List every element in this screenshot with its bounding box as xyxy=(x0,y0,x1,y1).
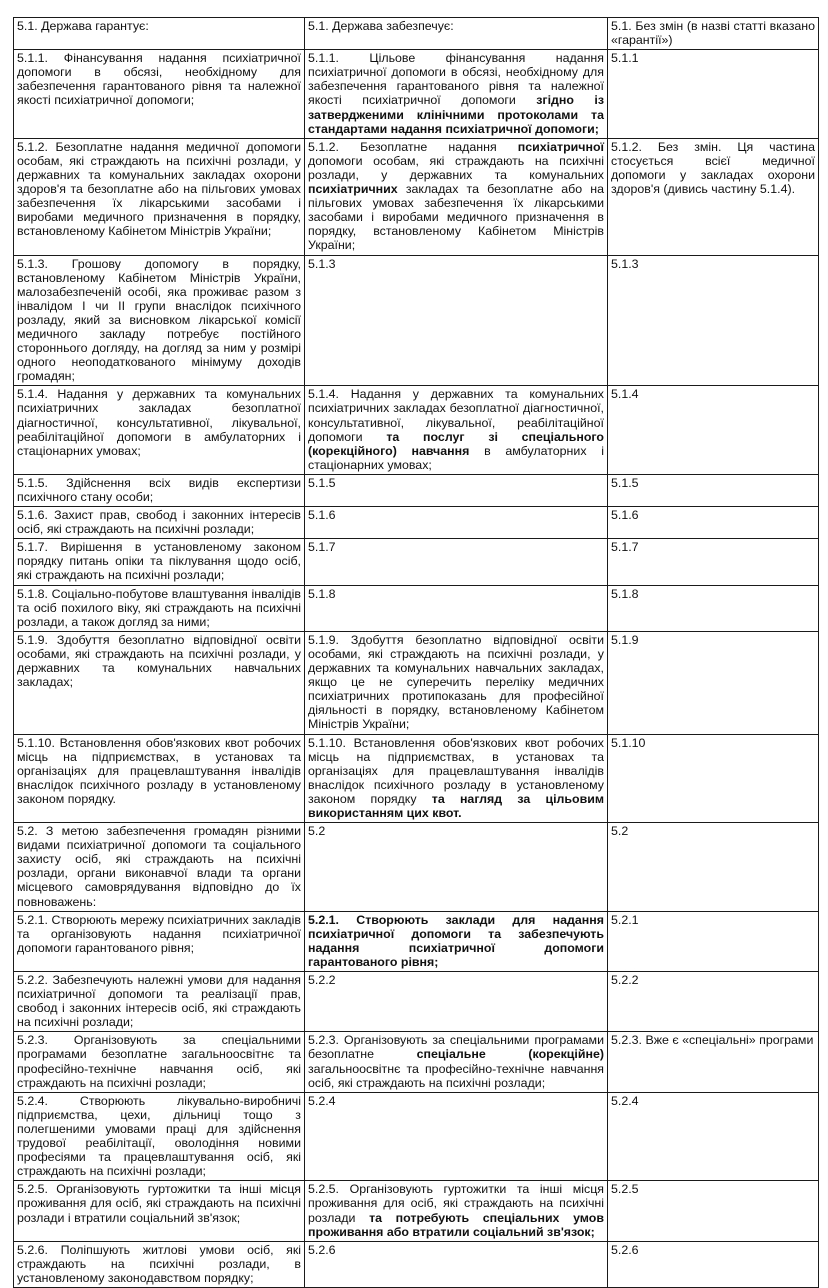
comment-cell xyxy=(608,585,819,631)
text-segment: 5.1.7 xyxy=(611,540,639,555)
bold-text-segment: 5.2.1. Створюють заклади для надання психіатричної допомоги та забезпечують надання психіатричної допомоги гарантованого рівня; xyxy=(308,912,604,969)
text-segment: 5.2.5 xyxy=(611,1182,639,1197)
text-segment: 5.1.3. Грошову допомогу в порядку, встановленому Кабінетом Міністрів України, малозабезпеченій особі, яка проживає разом з інвалідом I чи II групи внаслідок психічного розладу, який за висновком лікарської комісії медичного закладу потребує постійного стороннього догляду, на догляд за ним у розмірі одного неоподаткованого мінімуму доходів громадян; xyxy=(17,256,301,384)
current-law-cell xyxy=(14,1241,305,1287)
table-row xyxy=(14,734,819,823)
text-segment: 5.1.10. Встановлення обов'язкових квот робочих місць на підприємствах, в установах та організаціях для працевлаштування інвалідів внаслідок психічного розладу в установленому законом порядку. xyxy=(17,735,301,806)
text-segment: 5.2 xyxy=(308,824,326,839)
comment-cell xyxy=(608,386,819,475)
proposed-law-cell xyxy=(305,539,608,585)
proposed-law-cell xyxy=(305,1181,608,1241)
text-segment: 5.1.10 xyxy=(611,735,646,750)
proposed-law-cell xyxy=(305,911,608,971)
text-segment: 5.1.8 xyxy=(611,586,639,601)
table-row xyxy=(14,18,819,50)
text-segment: 5.2.3. Організовують за спеціальними програмами безоплатне xyxy=(308,1033,604,1062)
text-segment: 5.2. З метою забезпечення громадян різними видами психіатричної допомоги та соціального захисту осіб, які страждають на психічні розлади, органи виконавчої влади та органи місцевого самоврядування відповідно до їх повноважень: xyxy=(17,824,301,909)
text-segment: 5.2.2 xyxy=(308,973,336,987)
text-segment: допомоги особам, які страждають на психічні розлади, у державних та комунальних xyxy=(308,153,604,182)
comment-cell xyxy=(608,18,819,50)
comment-cell xyxy=(608,823,819,912)
comparison-table xyxy=(13,17,819,1288)
text-segment: 5.1.6 xyxy=(308,508,336,523)
text-segment: 5.1.2. Безоплатне надання медичної допомоги особам, які страждають на психічні розлади, у державних та комунальних закладах охорони здоров'я та безоплатне або на пільгових умовах забезпечення їх лікарськими засобами і виробами медичного призначення в порядку, встановленому Кабінетом Міністрів України; xyxy=(17,139,301,239)
text-segment: 5.1.7. Вирішення в установленому законом порядку питань опіки та піклування щодо осіб, які страждають на психічні розлади; xyxy=(17,540,301,583)
current-law-cell xyxy=(14,1032,305,1092)
comment-cell xyxy=(608,631,819,734)
text-segment: 5.2.1. Створюють мережу психіатричних закладів та організовують надання психіатричної допомоги гарантованого рівня; xyxy=(17,912,301,955)
text-segment: загальноосвітнє та професійно-технічне навчання осіб, які страждають на психічні розлади; xyxy=(308,1061,604,1090)
current-law-cell xyxy=(14,539,305,585)
text-segment: 5.1.7 xyxy=(308,540,336,555)
table-row xyxy=(14,386,819,475)
proposed-law-cell xyxy=(305,18,608,50)
text-segment: 5.1.4. Надання у державних та комунальних психіатричних закладах безоплатної діагностичної, консультативної, лікувальної, реабілітаційної допомоги xyxy=(308,387,604,444)
bold-text-segment: спеціальне (корекційне) xyxy=(416,1047,604,1062)
text-segment: 5.1.5 xyxy=(611,475,639,490)
comment-cell xyxy=(608,1241,819,1287)
current-law-cell xyxy=(14,585,305,631)
text-segment: 5.2.6 xyxy=(611,1242,639,1257)
text-segment: 5.1.9. Здобуття безоплатно відповідної освіти особами, які страждають на психічні розлади, у державних та комунальних навчальних закладах, якщо це не суперечить переліку медичних психіатричних протипоказань для професійної діяльності в порядку, встановленому Кабінетом Міністрів України; xyxy=(308,632,604,732)
text-segment: 5.1.8 xyxy=(308,586,336,601)
current-law-cell xyxy=(14,631,305,734)
text-segment: 5.1.2. Безоплатне надання xyxy=(308,139,518,154)
proposed-law-cell xyxy=(305,631,608,734)
proposed-law-cell xyxy=(305,1032,608,1092)
text-segment: 5.1.6 xyxy=(611,508,639,523)
text-segment: 5.1. Держава забезпечує: xyxy=(308,19,454,33)
text-segment: закладах та безоплатне або на пільгових умовах забезпечення їх лікарськими засобами і виробами медичного призначення в порядку, встановленому Кабінетом Міністрів України; xyxy=(308,182,604,253)
text-segment: 5.1.3 xyxy=(308,256,336,271)
text-segment: 5.1.8. Соціально-побутове влаштування інвалідів та осіб похилого віку, які страждають на психічні розлади, а також догляд за ними; xyxy=(17,586,301,629)
table-row xyxy=(14,585,819,631)
proposed-law-cell xyxy=(305,507,608,539)
table-row xyxy=(14,911,819,971)
comment-cell xyxy=(608,911,819,971)
table-row xyxy=(14,474,819,506)
text-segment: 5.2.3. Вже є «спеціальні» програми xyxy=(611,1033,814,1048)
text-segment: 5.2.2 xyxy=(611,973,639,987)
bold-text-segment: та потребують спеціальних умов проживання або втратили соціальний зв'язок; xyxy=(308,1210,604,1239)
table-row xyxy=(14,255,819,386)
text-segment: 5.1.1. Цільове фінансування надання психіатричної допомоги в обсязі, необхідному для забезпечення гарантованого рівня та належної якості психіатричної допомоги xyxy=(308,51,604,108)
text-segment: 5.2 xyxy=(611,824,629,839)
comment-cell xyxy=(608,972,819,1032)
table-row xyxy=(14,539,819,585)
text-segment: 5.1.6. Захист прав, свобод і законних інтересів осіб, які страждають на психічні розлади; xyxy=(17,508,301,537)
text-segment: 5.2.4 xyxy=(308,1093,336,1108)
comment-cell xyxy=(608,734,819,823)
proposed-law-cell xyxy=(305,50,608,139)
current-law-cell xyxy=(14,507,305,539)
text-segment: 5.1.10. Встановлення обов'язкових квот робочих місць на підприємствах, в установах та організаціях для працевлаштування інвалідів внаслідок психічного розладу в установленому законом порядку xyxy=(308,735,604,806)
bold-text-segment: та нагляд за цільовим використанням цих квот. xyxy=(308,791,604,820)
text-segment: 5.2.4. Створюють лікувально-виробничі підприємства, цехи, дільниці тощо з полегшеними умовами праці для здійснення трудової реабілітації, оволодіння новими професіями та працевлаштування осіб, які страждають на психічні розлади; xyxy=(17,1093,301,1179)
current-law-cell xyxy=(14,911,305,971)
text-segment: 5.1.1 xyxy=(611,51,639,66)
proposed-law-cell xyxy=(305,734,608,823)
text-segment: 5.2.2. Забезпечують належні умови для надання психіатричної допомоги та реалізації прав, свобод і законних інтересів осіб, які страждають на психічні розлади; xyxy=(17,973,301,1030)
proposed-law-cell xyxy=(305,386,608,475)
text-segment: 5.1.1. Фінансування надання психіатричної допомоги в обсязі, необхідному для забезпечення гарантованого рівня та належної якості психіатричної допомоги; xyxy=(17,51,301,108)
table-row xyxy=(14,1092,819,1181)
proposed-law-cell xyxy=(305,138,608,255)
text-segment: 5.2.1 xyxy=(611,912,639,927)
text-segment: 5.2.5. Організовують гуртожитки та інші місця проживання для осіб, які страждають на психічні розлади і втратили соціальний зв'язок; xyxy=(17,1182,301,1225)
text-segment: 5.2.3. Організовують за спеціальними програмами безоплатне загальноосвітнє та професійно-технічне навчання осіб, які страждають на психічні розлади; xyxy=(17,1033,301,1090)
bold-text-segment: психіатричних xyxy=(308,182,398,197)
text-segment: 5.1.4. Надання у державних та комунальних психіатричних закладах безоплатної діагностичної, консультативної, лікувальної, реабілітаційної допомоги в амбулаторних і стаціонарних умовах; xyxy=(17,387,301,458)
table-row xyxy=(14,1181,819,1241)
text-segment: 5.1.5. Здійснення всіх видів експертизи психічного стану особи; xyxy=(17,475,301,504)
text-segment: 5.2.4 xyxy=(611,1093,639,1108)
bold-text-segment: згідно із затвердженими клінічними протоколами та стандартами надання психіатричної допомоги; xyxy=(308,93,604,136)
comment-cell xyxy=(608,1032,819,1092)
text-segment: 5.1.3 xyxy=(611,256,639,271)
current-law-cell xyxy=(14,255,305,386)
comment-cell xyxy=(608,474,819,506)
comment-cell xyxy=(608,50,819,139)
proposed-law-cell xyxy=(305,474,608,506)
text-segment: 5.1. Без змін (в назві статті вказано «гарантії») xyxy=(611,19,815,48)
text-segment: 5.2.5. Організовують гуртожитки та інші місця проживання для осіб, які страждають на психічні розлади xyxy=(308,1182,604,1225)
proposed-law-cell xyxy=(305,255,608,386)
proposed-law-cell xyxy=(305,1241,608,1287)
text-segment: 5.2.6 xyxy=(308,1242,336,1257)
table-row xyxy=(14,50,819,139)
comment-cell xyxy=(608,1181,819,1241)
bold-text-segment: психіатричної xyxy=(517,139,604,154)
current-law-cell xyxy=(14,474,305,506)
current-law-cell xyxy=(14,972,305,1032)
current-law-cell xyxy=(14,734,305,823)
comment-cell xyxy=(608,255,819,386)
current-law-cell xyxy=(14,386,305,475)
current-law-cell xyxy=(14,1092,305,1181)
comment-cell xyxy=(608,1092,819,1181)
current-law-cell xyxy=(14,823,305,912)
current-law-cell xyxy=(14,138,305,255)
proposed-law-cell xyxy=(305,972,608,1032)
current-law-cell xyxy=(14,50,305,139)
comment-cell xyxy=(608,539,819,585)
current-law-cell xyxy=(14,1181,305,1241)
comment-cell xyxy=(608,507,819,539)
table-row xyxy=(14,823,819,912)
text-segment: 5.1.9. Здобуття безоплатно відповідної освіти особами, які страждають на психічні розлади, у державних та комунальних навчальних закладах; xyxy=(17,632,301,690)
table-row xyxy=(14,1032,819,1092)
comparison-table-body xyxy=(14,18,819,1288)
text-segment: 5.1.9 xyxy=(611,632,639,647)
proposed-law-cell xyxy=(305,1092,608,1181)
proposed-law-cell xyxy=(305,585,608,631)
bold-text-segment: та послуг зі спеціального (корекційного) навчання xyxy=(308,429,604,458)
table-row xyxy=(14,972,819,1032)
table-row xyxy=(14,1241,819,1287)
text-segment: 5.1.4 xyxy=(611,387,639,402)
text-segment: в амбулаторних і стаціонарних умовах; xyxy=(308,443,604,472)
current-law-cell xyxy=(14,18,305,50)
table-row xyxy=(14,631,819,734)
table-row xyxy=(14,507,819,539)
proposed-law-cell xyxy=(305,823,608,912)
table-row xyxy=(14,138,819,255)
comment-cell xyxy=(608,138,819,255)
text-segment: 5.1.5 xyxy=(308,475,336,490)
text-segment: 5.1.2. Без змін. Ця частина стосується всієї медичної допомоги у закладах охорони здоров'я (дивись частину 5.1.4). xyxy=(611,139,815,197)
text-segment: 5.2.6. Поліпшують житлові умови осіб, які страждають на психічні розлади, в установленому законодавством порядку; xyxy=(17,1242,301,1285)
text-segment: 5.1. Держава гарантує: xyxy=(17,19,149,33)
